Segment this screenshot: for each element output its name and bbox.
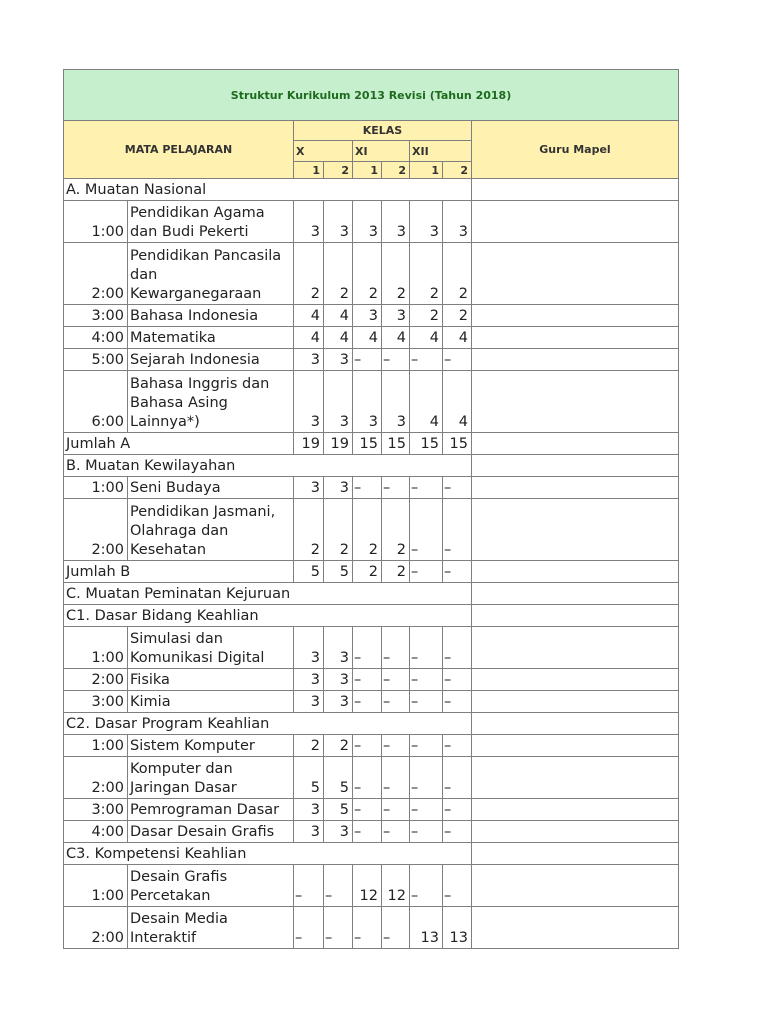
hours-cell: 15: [353, 433, 382, 455]
row-number: 4:00: [64, 821, 128, 843]
section-label: C. Muatan Peminatan Kejuruan: [64, 583, 472, 605]
hours-cell: 2: [294, 243, 324, 305]
hours-cell: –: [443, 735, 472, 757]
row-number: 4:00: [64, 327, 128, 349]
guru-cell: [472, 627, 679, 669]
guru-cell: [472, 713, 679, 735]
row-number: 2:00: [64, 757, 128, 799]
hours-cell: 4: [294, 327, 324, 349]
hours-cell: 2: [382, 243, 410, 305]
hours-cell: –: [382, 349, 410, 371]
hours-cell: 2: [294, 735, 324, 757]
guru-cell: [472, 843, 679, 865]
hours-cell: –: [443, 691, 472, 713]
table-title: Struktur Kurikulum 2013 Revisi (Tahun 2018): [64, 70, 679, 121]
guru-cell: [472, 907, 679, 949]
hours-cell: 3: [353, 371, 382, 433]
hours-cell: 5: [294, 757, 324, 799]
hours-cell: 3: [324, 821, 353, 843]
hours-cell: 2: [324, 243, 353, 305]
subject-name: Dasar Desain Grafis: [128, 821, 294, 843]
row-number: 1:00: [64, 865, 128, 907]
hours-cell: –: [353, 477, 382, 499]
subject-name: Pendidikan Pancasila dan Kewarganegaraan: [128, 243, 294, 305]
subject-header: MATA PELAJARAN: [64, 121, 294, 179]
hours-cell: 12: [382, 865, 410, 907]
hours-cell: 4: [324, 327, 353, 349]
hours-cell: 3: [294, 669, 324, 691]
hours-cell: –: [353, 691, 382, 713]
hours-cell: 5: [294, 561, 324, 583]
section-row: [64, 713, 679, 735]
hours-cell: –: [382, 477, 410, 499]
hours-cell: 2: [382, 561, 410, 583]
hours-cell: –: [443, 477, 472, 499]
hours-cell: –: [443, 799, 472, 821]
hours-cell: –: [410, 691, 443, 713]
hours-cell: 3: [382, 305, 410, 327]
semester-header: 1: [410, 161, 443, 178]
hours-cell: –: [410, 349, 443, 371]
hours-cell: 3: [324, 201, 353, 243]
row-number: 2:00: [64, 499, 128, 561]
guru-cell: [472, 583, 679, 605]
hours-cell: –: [353, 907, 382, 949]
hours-cell: 13: [410, 907, 443, 949]
row-number: 1:00: [64, 627, 128, 669]
hours-cell: –: [443, 627, 472, 669]
semester-header: 2: [382, 161, 410, 178]
semester-header: 2: [443, 161, 472, 178]
hours-cell: 2: [353, 561, 382, 583]
hours-cell: –: [294, 907, 324, 949]
row-number: 5:00: [64, 349, 128, 371]
hours-cell: –: [410, 627, 443, 669]
guru-cell: [472, 349, 679, 371]
hours-cell: 5: [324, 561, 353, 583]
subject-row: [64, 821, 679, 843]
hours-cell: –: [410, 669, 443, 691]
hours-cell: 2: [410, 305, 443, 327]
hours-cell: 3: [353, 305, 382, 327]
hours-cell: 2: [410, 243, 443, 305]
hours-cell: –: [382, 627, 410, 669]
hours-cell: –: [382, 821, 410, 843]
semester-header: 1: [294, 161, 324, 178]
hours-cell: –: [443, 757, 472, 799]
hours-cell: –: [353, 821, 382, 843]
subject-name: Pendidikan Jasmani, Olahraga dan Kesehatan: [128, 499, 294, 561]
section-label: C3. Kompetensi Keahlian: [64, 843, 472, 865]
hours-cell: 4: [353, 327, 382, 349]
semester-header: 2: [324, 161, 353, 178]
hours-cell: –: [353, 757, 382, 799]
guru-cell: [472, 477, 679, 499]
hours-cell: 3: [324, 691, 353, 713]
hours-cell: 3: [294, 371, 324, 433]
hours-cell: 12: [353, 865, 382, 907]
hours-cell: 3: [324, 371, 353, 433]
hours-cell: –: [410, 735, 443, 757]
row-number: 2:00: [64, 669, 128, 691]
hours-cell: –: [410, 865, 443, 907]
hours-cell: –: [382, 691, 410, 713]
hours-cell: 2: [443, 243, 472, 305]
subject-name: Seni Budaya: [128, 477, 294, 499]
section-label: A. Muatan Nasional: [64, 179, 472, 201]
hours-cell: 3: [410, 201, 443, 243]
subject-row: [64, 757, 679, 799]
hours-cell: 2: [324, 499, 353, 561]
section-row: [64, 843, 679, 865]
hours-cell: –: [443, 865, 472, 907]
hours-cell: 2: [353, 243, 382, 305]
subject-row: [64, 799, 679, 821]
hours-cell: –: [410, 757, 443, 799]
row-number: 1:00: [64, 735, 128, 757]
hours-cell: 4: [410, 327, 443, 349]
subject-row: [64, 477, 679, 499]
hours-cell: 19: [324, 433, 353, 455]
section-label: C2. Dasar Program Keahlian: [64, 713, 472, 735]
row-number: 3:00: [64, 799, 128, 821]
subject-name: Simulasi dan Komunikasi Digital: [128, 627, 294, 669]
header-row-kelas: [64, 121, 679, 141]
total-label: Jumlah A: [64, 433, 294, 455]
guru-cell: [472, 201, 679, 243]
guru-cell: [472, 499, 679, 561]
subject-row: [64, 499, 679, 561]
hours-cell: –: [382, 757, 410, 799]
hours-cell: –: [443, 821, 472, 843]
guru-cell: [472, 433, 679, 455]
hours-cell: 2: [324, 735, 353, 757]
row-number: 1:00: [64, 477, 128, 499]
hours-cell: –: [324, 907, 353, 949]
row-number: 3:00: [64, 305, 128, 327]
hours-cell: 3: [294, 627, 324, 669]
grade-x-header: X: [294, 141, 353, 161]
guru-cell: [472, 669, 679, 691]
guru-header: Guru Mapel: [472, 121, 679, 179]
hours-cell: 3: [294, 691, 324, 713]
subject-row: [64, 627, 679, 669]
hours-cell: –: [353, 627, 382, 669]
subject-name: Kimia: [128, 691, 294, 713]
kelas-header: KELAS: [294, 121, 472, 141]
section-row: [64, 455, 679, 477]
subject-name: Desain Grafis Percetakan: [128, 865, 294, 907]
hours-cell: –: [410, 499, 443, 561]
section-label: B. Muatan Kewilayahan: [64, 455, 472, 477]
section-row: [64, 583, 679, 605]
total-label: Jumlah B: [64, 561, 294, 583]
section-label: C1. Dasar Bidang Keahlian: [64, 605, 472, 627]
section-row: [64, 605, 679, 627]
subject-name: Komputer dan Jaringan Dasar: [128, 757, 294, 799]
curriculum-table: [63, 69, 679, 949]
guru-cell: [472, 243, 679, 305]
guru-cell: [472, 691, 679, 713]
subject-row: [64, 243, 679, 305]
guru-cell: [472, 821, 679, 843]
hours-cell: 4: [443, 371, 472, 433]
row-number: 1:00: [64, 201, 128, 243]
guru-cell: [472, 865, 679, 907]
subject-name: Matematika: [128, 327, 294, 349]
hours-cell: 15: [443, 433, 472, 455]
guru-cell: [472, 179, 679, 201]
hours-cell: 4: [410, 371, 443, 433]
hours-cell: –: [353, 735, 382, 757]
hours-cell: 2: [382, 499, 410, 561]
hours-cell: –: [410, 799, 443, 821]
guru-cell: [472, 455, 679, 477]
hours-cell: 3: [324, 669, 353, 691]
hours-cell: 3: [443, 201, 472, 243]
hours-cell: 2: [353, 499, 382, 561]
section-row: [64, 179, 679, 201]
row-number: 2:00: [64, 243, 128, 305]
hours-cell: –: [443, 561, 472, 583]
row-number: 2:00: [64, 907, 128, 949]
hours-cell: –: [294, 865, 324, 907]
hours-cell: –: [324, 865, 353, 907]
hours-cell: 3: [353, 201, 382, 243]
hours-cell: –: [353, 349, 382, 371]
hours-cell: 4: [443, 327, 472, 349]
total-row: [64, 561, 679, 583]
subject-name: Pemrograman Dasar: [128, 799, 294, 821]
hours-cell: 5: [324, 757, 353, 799]
hours-cell: –: [382, 907, 410, 949]
subject-name: Sejarah Indonesia: [128, 349, 294, 371]
hours-cell: –: [410, 821, 443, 843]
hours-cell: 3: [294, 349, 324, 371]
subject-name: Pendidikan Agama dan Budi Pekerti: [128, 201, 294, 243]
guru-cell: [472, 561, 679, 583]
hours-cell: –: [443, 499, 472, 561]
subject-row: [64, 305, 679, 327]
hours-cell: –: [353, 669, 382, 691]
guru-cell: [472, 757, 679, 799]
hours-cell: –: [382, 735, 410, 757]
hours-cell: 19: [294, 433, 324, 455]
grade-xi-header: XI: [353, 141, 410, 161]
hours-cell: 3: [294, 821, 324, 843]
hours-cell: 3: [294, 201, 324, 243]
row-number: 6:00: [64, 371, 128, 433]
semester-header: 1: [353, 161, 382, 178]
guru-cell: [472, 735, 679, 757]
hours-cell: –: [382, 669, 410, 691]
subject-name: Bahasa Indonesia: [128, 305, 294, 327]
hours-cell: 3: [294, 799, 324, 821]
hours-cell: 3: [294, 477, 324, 499]
subject-row: [64, 865, 679, 907]
hours-cell: 3: [324, 477, 353, 499]
hours-cell: 3: [382, 201, 410, 243]
subject-row: [64, 669, 679, 691]
hours-cell: –: [410, 561, 443, 583]
hours-cell: 3: [324, 349, 353, 371]
guru-cell: [472, 605, 679, 627]
subject-row: [64, 735, 679, 757]
hours-cell: 2: [294, 499, 324, 561]
hours-cell: –: [443, 349, 472, 371]
hours-cell: 5: [324, 799, 353, 821]
guru-cell: [472, 305, 679, 327]
subject-name: Desain Media Interaktif: [128, 907, 294, 949]
grade-xii-header: XII: [410, 141, 472, 161]
subject-name: Sistem Komputer: [128, 735, 294, 757]
hours-cell: –: [382, 799, 410, 821]
hours-cell: 4: [382, 327, 410, 349]
title-row: [64, 70, 679, 121]
hours-cell: 2: [443, 305, 472, 327]
hours-cell: 3: [382, 371, 410, 433]
subject-row: [64, 907, 679, 949]
subject-row: [64, 349, 679, 371]
row-number: 3:00: [64, 691, 128, 713]
hours-cell: 15: [410, 433, 443, 455]
total-row: [64, 433, 679, 455]
hours-cell: 13: [443, 907, 472, 949]
hours-cell: 15: [382, 433, 410, 455]
hours-cell: –: [410, 477, 443, 499]
hours-cell: –: [353, 799, 382, 821]
subject-row: [64, 691, 679, 713]
subject-row: [64, 201, 679, 243]
hours-cell: 3: [324, 627, 353, 669]
subject-row: [64, 327, 679, 349]
guru-cell: [472, 799, 679, 821]
subject-name: Bahasa Inggris dan Bahasa Asing Lainnya*): [128, 371, 294, 433]
guru-cell: [472, 327, 679, 349]
subject-row: [64, 371, 679, 433]
guru-cell: [472, 371, 679, 433]
hours-cell: –: [443, 669, 472, 691]
hours-cell: 4: [294, 305, 324, 327]
subject-name: Fisika: [128, 669, 294, 691]
hours-cell: 4: [324, 305, 353, 327]
